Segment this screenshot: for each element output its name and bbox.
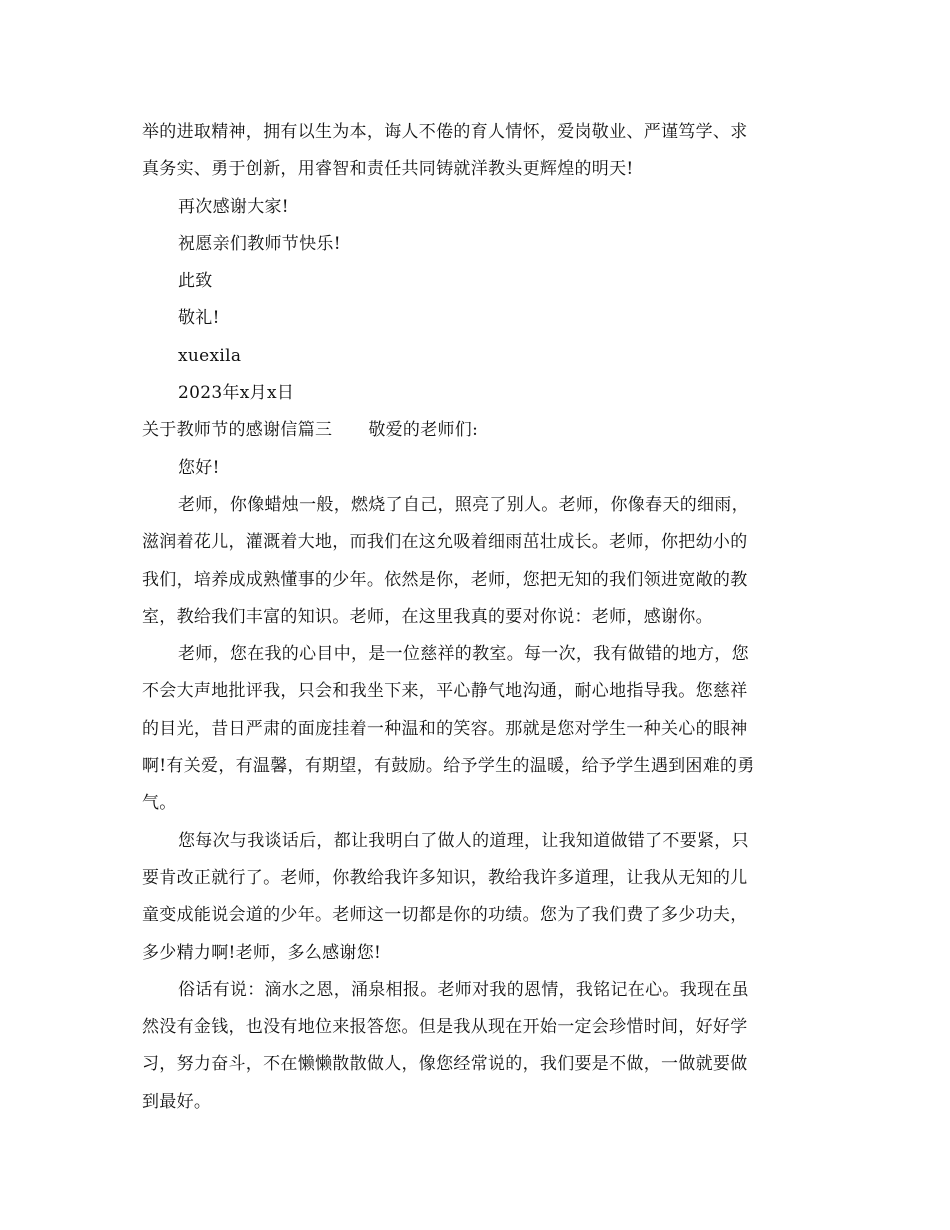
document-body bbox=[142, 114, 804, 1121]
paragraph-line: 习，努力奋斗，不在懒懒散散做人，像您经常说的，我们要是不做，一做就要做 bbox=[142, 1054, 748, 1075]
paragraph-line: 不会大声地批评我，只会和我坐下来，平心静气地沟通，耐心地指导我。您慈祥 bbox=[142, 681, 748, 702]
letter-salutation: 敬爱的老师们: bbox=[368, 420, 479, 441]
paragraph-line: 滋润着花儿，灌溉着大地，而我们在这允吸着细雨茁壮成长。老师，你把幼小的 bbox=[142, 532, 748, 553]
closing-thanks: 再次感谢大家! bbox=[178, 196, 289, 217]
section-heading-row bbox=[142, 412, 804, 449]
paragraph-line: 我们，培养成成熟懂事的少年。依然是你，老师，您把无知的我们领进宽敞的教 bbox=[142, 569, 748, 590]
paragraph-1 bbox=[142, 487, 804, 636]
signature-name: xuexila bbox=[178, 345, 242, 366]
paragraph-line: 室，教给我们丰富的知识。老师，在这里我真的要对你说：老师，感谢你。 bbox=[142, 606, 713, 627]
paragraph-line: 老师，您在我的心目中，是一位慈祥的教室。每一次，我有做错的地方，您 bbox=[178, 644, 749, 665]
paragraph-line: 童变成能说会道的少年。老师这一切都是你的功绩。您为了我们费了多少功夫， bbox=[142, 905, 748, 926]
paragraph-line: 的目光，昔日严肃的面庞挂着一种温和的笑容。那就是您对学生一种关心的眼神 bbox=[142, 718, 748, 739]
paragraph-line: 老师，你像蜡烛一般，燃烧了自己，照亮了别人。老师，你像春天的细雨， bbox=[178, 494, 749, 515]
closing-jingli: 敬礼! bbox=[178, 308, 220, 329]
paragraph-4 bbox=[142, 972, 804, 1121]
paragraph-line: 气。 bbox=[142, 793, 177, 814]
intro-line: 举的进取精神，拥有以生为本，诲人不倦的育人情怀，爱岗敬业、严谨笃学、求 bbox=[142, 122, 748, 142]
paragraph-line: 啊!有关爱，有温馨，有期望，有鼓励。给予学生的温暖，给予学生遇到困难的勇 bbox=[142, 756, 755, 777]
paragraph-2 bbox=[142, 636, 804, 822]
paragraph-3 bbox=[142, 823, 804, 972]
paragraph-line: 要肯改正就行了。老师，你教给我许多知识，教给我许多道理，让我从无知的儿 bbox=[142, 867, 748, 888]
intro-line: 真务实、勇于创新，用睿智和责任共同铸就洋教头更辉煌的明天! bbox=[142, 159, 634, 180]
letter-greeting: 您好! bbox=[178, 457, 220, 478]
paragraph-line: 多少精力啊!老师，多么感谢您! bbox=[142, 942, 382, 963]
paragraph-line: 您每次与我谈话后，都让我明白了做人的道理，让我知道做错了不要紧，只 bbox=[178, 830, 749, 851]
paragraph-line: 到最好。 bbox=[142, 1091, 212, 1112]
section-title: 关于教师节的感谢信篇三 bbox=[142, 420, 333, 441]
closing-wishes: 祝愿亲们教师节快乐! bbox=[178, 233, 341, 254]
paragraph-line: 然没有金钱，也没有地位来报答您。但是我从现在开始一定会珍惜时间，好好学 bbox=[142, 1017, 748, 1038]
paragraph-line: 俗话有说：滴水之恩，涌泉相报。老师对我的恩情，我铭记在心。我现在虽 bbox=[178, 979, 749, 1000]
closing-cizhi: 此致 bbox=[178, 271, 213, 292]
signature-date: 2023年x月x日 bbox=[178, 383, 295, 404]
